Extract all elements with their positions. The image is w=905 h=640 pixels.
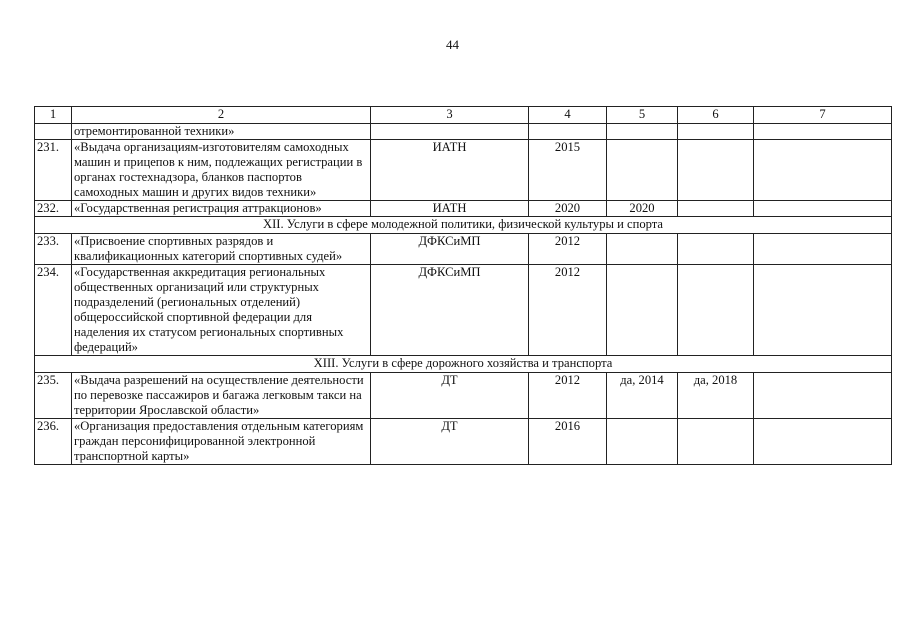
year-cell: 2015 (529, 140, 607, 201)
col5-cell (607, 419, 678, 465)
col6-cell (678, 234, 754, 265)
col7-cell (754, 124, 892, 140)
service-name: «Организация предоставления отдельным категориям граждан персонифицированной электронной транспортной карты» (72, 419, 371, 465)
page-number: 44 (446, 37, 459, 52)
service-name: отремонтированной техники» (72, 124, 371, 140)
service-name: «Государственная регистрация аттракционов» (72, 201, 371, 217)
year-cell (529, 124, 607, 140)
col5-cell (607, 140, 678, 201)
row-number: 232. (35, 201, 72, 217)
table-row (35, 201, 892, 217)
col5-cell: 2020 (607, 201, 678, 217)
col5-cell (607, 265, 678, 356)
col6-cell (678, 201, 754, 217)
department-cell: ДФКСиМП (371, 234, 529, 265)
column-header: 4 (529, 107, 607, 124)
row-number: 231. (35, 140, 72, 201)
col7-cell (754, 234, 892, 265)
table-row (35, 234, 892, 265)
col7-cell (754, 265, 892, 356)
column-header: 7 (754, 107, 892, 124)
column-header: 2 (72, 107, 371, 124)
col5-cell (607, 124, 678, 140)
year-cell: 2012 (529, 265, 607, 356)
table-row (35, 140, 892, 201)
col6-cell (678, 140, 754, 201)
col5-cell (607, 234, 678, 265)
row-number: 234. (35, 265, 72, 356)
col7-cell (754, 201, 892, 217)
year-cell: 2020 (529, 201, 607, 217)
table-row (35, 373, 892, 419)
column-number-header (35, 107, 892, 124)
row-number: 233. (35, 234, 72, 265)
service-name: «Государственная аккредитация региональных общественных организаций или структурных подразделений (региональных отделений) общероссийской спортивной федерации для наделения их статусом региональных спортивных федераций» (72, 265, 371, 356)
col6-cell (678, 124, 754, 140)
table-row (35, 265, 892, 356)
col6-cell (678, 265, 754, 356)
department-cell (371, 124, 529, 140)
column-header: 6 (678, 107, 754, 124)
department-cell: ИАТН (371, 140, 529, 201)
department-cell: ДФКСиМП (371, 265, 529, 356)
department-cell: ДТ (371, 419, 529, 465)
section-title: XII. Услуги в сфере молодежной политики, физической культуры и спорта (35, 217, 892, 234)
column-header: 3 (371, 107, 529, 124)
table-row (35, 419, 892, 465)
service-name: «Присвоение спортивных разрядов и квалификационных категорий спортивных судей» (72, 234, 371, 265)
year-cell: 2012 (529, 373, 607, 419)
section-header-row (35, 356, 892, 373)
col7-cell (754, 140, 892, 201)
col6-cell: да, 2018 (678, 373, 754, 419)
department-cell: ИАТН (371, 201, 529, 217)
column-header: 5 (607, 107, 678, 124)
col5-cell: да, 2014 (607, 373, 678, 419)
year-cell: 2012 (529, 234, 607, 265)
col7-cell (754, 373, 892, 419)
row-number: 236. (35, 419, 72, 465)
table-row (35, 124, 892, 140)
row-number: 235. (35, 373, 72, 419)
section-header-row (35, 217, 892, 234)
service-name: «Выдача организациям-изготовителям самоходных машин и прицепов к ним, подлежащих регистрации в органах гостехнадзора, бланков паспортов самоходных машин и других видов техники» (72, 140, 371, 201)
col7-cell (754, 419, 892, 465)
services-table (34, 106, 892, 465)
column-header: 1 (35, 107, 72, 124)
section-title: XIII. Услуги в сфере дорожного хозяйства и транспорта (35, 356, 892, 373)
department-cell: ДТ (371, 373, 529, 419)
row-number (35, 124, 72, 140)
year-cell: 2016 (529, 419, 607, 465)
service-name: «Выдача разрешений на осуществление деятельности по перевозке пассажиров и багажа легковым такси на территории Ярославской области» (72, 373, 371, 419)
col6-cell (678, 419, 754, 465)
